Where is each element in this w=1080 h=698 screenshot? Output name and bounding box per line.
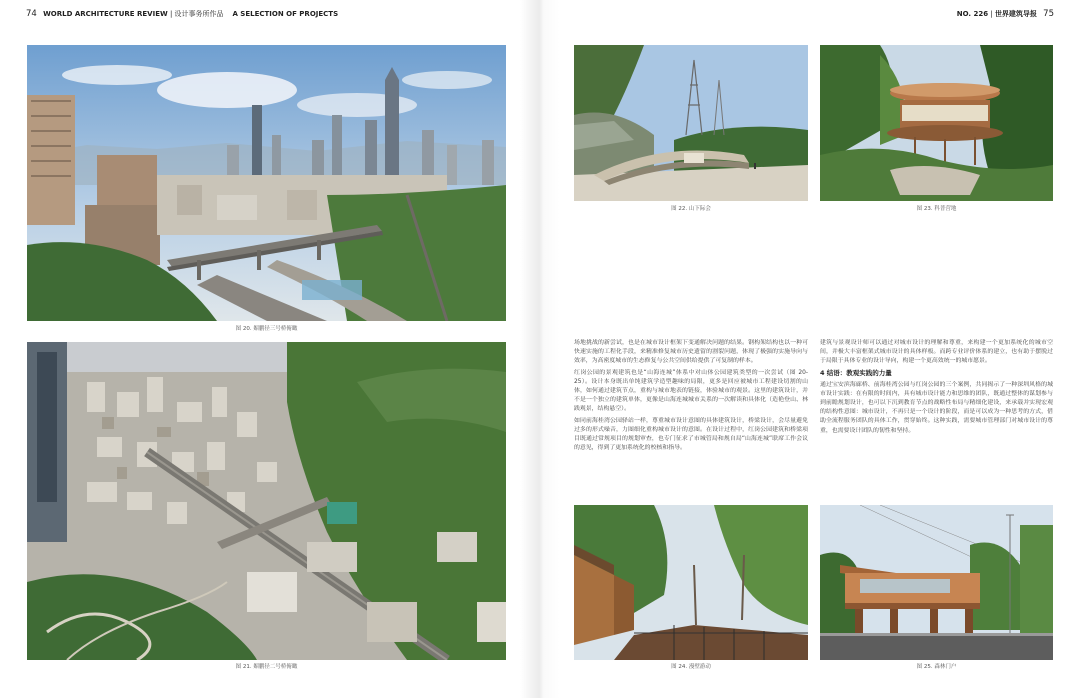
spine-shadow [520,0,560,698]
magazine-title-cn: 世界建筑导报 [994,10,1037,18]
left-page-number: 74 [26,9,37,19]
caption-fig24: 图 24. 漫壁游动 [671,664,711,670]
paragraph: 建筑与景观设计师可以通过对城市设计的理解和尊重，来构建一个更加系统化的城市空间，并极大丰富框架式城市设计的具体样板。而跨专业评价体系的建立，也有助于摆脱过于局限于具体专业的设计导向，构建一个更高效统一的城市愿景。 [820,340,1053,365]
photo-aerial-city-hill [27,342,506,660]
section-heading: 4 结语：教观实践的力量 [820,368,892,377]
caption-fig21: 图 21. 媚鹏径二号桥俯瞰 [235,664,298,670]
right-page-header: NO. 226 | 世界建筑导报 75 [956,9,1054,19]
photo-skyline-bridge [27,45,506,321]
paragraph: 红岗公园的景观建筑也是“山海连城”体系中对山体公园建筑类型的一次尝试（图 20-25）。设计本身既出单纯建筑学造型趣味的局限，更多是回应被城市工程建设切割的山体，如何通过建筑节点，重构与城市地表的链接，体验城市的观景。这里的建筑设计，并不是一个独立的建筑单体，更像是山海连城城市关系的一次解读和具体化（造艳登山、林践观景，结构悬空）。 [574,369,808,413]
photo-hillside-pavilion [574,45,808,201]
caption-fig25: 图 25. 森林门户 [916,664,957,670]
issue-number: NO. 226 [956,10,989,18]
right-page-number: 75 [1043,9,1054,19]
magazine-title: WORLD ARCHITECTURE REVIEW [43,10,168,18]
paragraph: 通过宝安滨海廊桥、前海桂湾公园与红岗公园的三个案例，共同揭示了一种深圳风格的城市设计实践：在有限的时间内，具有城市设计能力和思维的团队，既通过整体的谋划参与到前瞻规划设计，也可以下沉到教育节点的战略性布局与精细化建设，来承载并实现宏观的结构性意图：城市设计，不再只是一个设计的阶段，而是可以成为一种思考的方式，借助全流程服务团队的具体工作，贯穿始终。这种实践，需要城市管理部门对城市设计的尊重，也需要设计团队的韧性和坚持。 [820,381,1053,434]
article-column-left [574,339,808,455]
caption-fig22: 图 22. 山下际会 [671,206,711,212]
photo-timber-walkway [574,505,808,660]
photo-round-pavilion [820,45,1053,201]
article-column-right [820,339,1053,438]
photo-forest-gateway [820,505,1053,660]
paragraph: 场地挑战的新尝试，也是在城市设计框架下变通解决问题的结果。钢构架结构也以一种可快速实施的工程化手段，来精准修复城市历史遗留的割裂问题，体现了极强的实施导向与效率，为高密度城市的生态修复与公共空间供给提供了可复制的样本。 [574,340,808,365]
section-title-cn: 设计事务所作品 [174,10,224,18]
paragraph: 如同前海桂湾公园驿站一样，尊重城市设计意图的具体建筑设计，桥梁设计，会尽量避免过多的形式噪音，力图细化重构城市设计的意图。在设计过程中，红岗公园建筑和桥梁项目既通过常规项目的规划审查，也专门征求了市城管局和规自局“山海连城”联席工作会议的意见，得到了更加系统化的校核和指导。 [574,417,808,452]
caption-fig23: 图 23. 科普营地 [916,206,957,212]
caption-fig20: 图 20. 媚鹏径三号桥俯瞰 [235,326,298,332]
left-page-header: 74 WORLD ARCHITECTURE REVIEW | 设计事务所作品 A SELECTION OF PROJECTS [26,9,339,19]
section-title-en: A SELECTION OF PROJECTS [232,10,339,18]
